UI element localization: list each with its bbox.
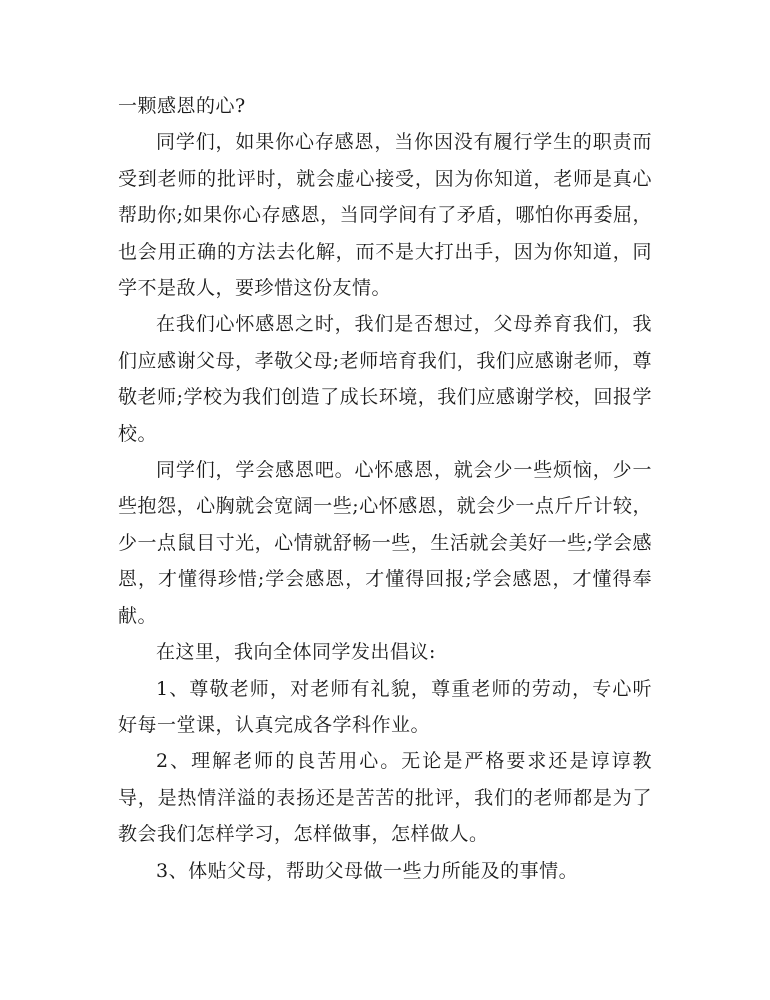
- paragraph-continuation: 一颗感恩的心?: [118, 95, 246, 117]
- paragraph-learn-gratitude: 同学们，学会感恩吧。心怀感恩，就会少一些烦恼，少一些抱怨，心胸就会宽阔一些;心怀感恩，就会少一点斤斤计较，少一点鼠目寸光，心情就舒畅一些，生活就会美好一些;学会感恩，才懂得珍惜;学会感恩，才懂得回报;学会感恩，才懂得奉献。: [118, 459, 652, 627]
- paragraph-thanks-parents-teachers: 在我们心怀感恩之时，我们是否想过，父母养育我们，我们应感谢父母，孝敬父母;老师培育我们，我们应感谢老师，尊敬老师;学校为我们创造了成长环境，我们应感谢学校，回报学校。: [118, 313, 652, 445]
- list-item-respect-teachers: 1、尊敬老师，对老师有礼貌，尊重老师的劳动，专心听好每一堂课，认真完成各学科作业。: [118, 677, 652, 736]
- document-body: [118, 88, 652, 889]
- list-item-understand-teachers: 2、理解老师的良苦用心。无论是严格要求还是谆谆教导，是热情洋溢的表扬还是苦苦的批评，我们的老师都是为了教会我们怎样学习，怎样做事，怎样做人。: [118, 750, 652, 846]
- paragraph-gratitude-scenarios: 同学们，如果你心存感恩，当你因没有履行学生的职责而受到老师的批评时，就会虚心接受，因为你知道，老师是真心帮助你;如果你心存感恩，当同学间有了矛盾，哪怕你再委屈，也会用正确的方法去化解，而不是大打出手，因为你知道，同学不是敌人，要珍惜这份友情。: [118, 131, 652, 300]
- list-item-help-parents: 3、体贴父母，帮助父母做一些力所能及的事情。: [156, 859, 579, 882]
- paragraph-proposal-intro: 在这里，我向全体同学发出倡议:: [156, 641, 436, 664]
